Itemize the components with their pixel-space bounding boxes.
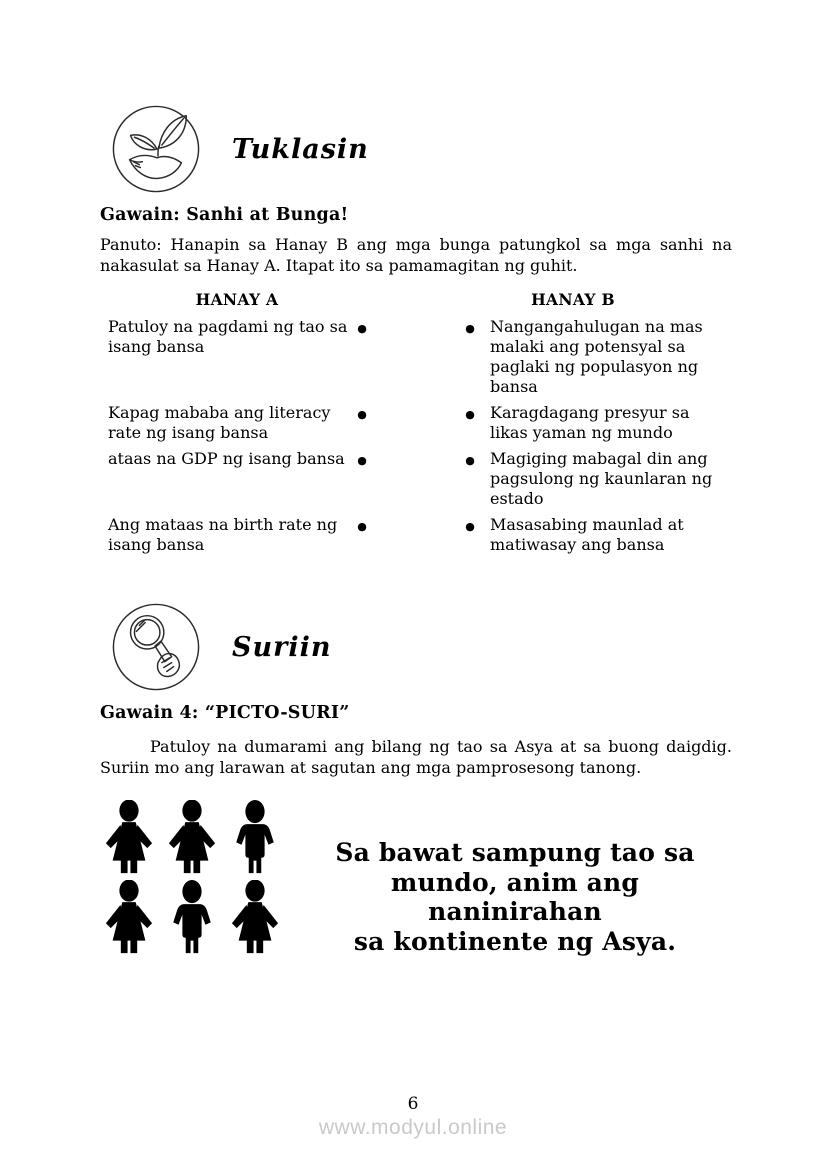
column-a-header: HANAY A xyxy=(195,290,279,309)
pictograph-caption xyxy=(305,838,725,956)
matching-row xyxy=(100,515,728,555)
intro-paragraph: Patuloy na dumarami ang bilang ng tao sa Asya at sa buong daigdig. Suriin mo ang larawan at sagutan ang mga pamprosesong tanong. xyxy=(100,737,732,777)
match-point-b[interactable]: ● xyxy=(465,322,475,335)
column-a-item: ataas na GDP ng isang bansa xyxy=(108,449,345,468)
girl-pictogram xyxy=(230,880,280,957)
caption-line: mundo, anim ang naninirahan xyxy=(390,867,640,926)
match-point-a[interactable]: ● xyxy=(357,408,367,421)
matching-table xyxy=(100,290,728,555)
girl-pictogram xyxy=(167,800,217,877)
match-point-b[interactable]: ● xyxy=(465,408,475,421)
column-b-item: Nangangahulugan na mas malaki ang potensyal sa paglaki ng populasyon ng bansa xyxy=(490,317,703,396)
suriin-section-header xyxy=(110,601,332,693)
magnifier-hand-icon xyxy=(110,601,202,693)
tuklasin-section-header xyxy=(110,103,369,195)
matching-row xyxy=(100,403,728,443)
column-b-item: Karagdagang presyur sa likas yaman ng mundo xyxy=(490,403,690,442)
match-point-a[interactable]: ● xyxy=(357,322,367,335)
activity-heading-picto-suri: Gawain 4: “PICTO-SURI” xyxy=(100,703,350,723)
column-a-item: Ang mataas na birth rate ng isang bansa xyxy=(108,515,338,554)
match-point-a[interactable]: ● xyxy=(357,454,367,467)
match-point-b[interactable]: ● xyxy=(465,454,475,467)
caption-line: Sa bawat sampung tao sa xyxy=(335,838,695,867)
section-title-suriin: Suriin xyxy=(232,631,332,663)
boy-pictogram xyxy=(167,880,217,957)
column-a-item: Patuloy na pagdami ng tao sa isang bansa xyxy=(108,317,348,356)
caption-line: sa kontinente ng Asya. xyxy=(353,926,677,956)
boy-pictogram xyxy=(230,800,280,877)
instructions-paragraph: Panuto: Hanapin sa Hanay B ang mga bunga patungkol sa mga sanhi na nakasulat sa Hanay A. Itapat ito sa pamamagitan ng guhit. xyxy=(100,235,732,275)
column-a-item: Kapag mababa ang literacy rate ng isang bansa xyxy=(108,403,331,442)
matching-table-header xyxy=(100,290,728,309)
section-title-tuklasin: Tuklasin xyxy=(232,133,369,165)
hand-sprout-icon xyxy=(110,103,202,195)
watermark-text: www.modyul.online xyxy=(318,1116,508,1139)
column-b-header: HANAY B xyxy=(531,290,615,309)
column-b-item: Magiging mabagal din ang pagsulong ng kaunlaran ng estado xyxy=(490,449,713,508)
girl-pictogram xyxy=(104,880,154,957)
activity-heading-sanhi-at-bunga: Gawain: Sanhi at Bunga! xyxy=(100,205,349,225)
pictograph-grid xyxy=(104,800,280,957)
column-b-item: Masasabing maunlad at matiwasay ang bansa xyxy=(490,515,684,554)
matching-row xyxy=(100,317,728,397)
match-point-a[interactable]: ● xyxy=(357,520,367,533)
page-number: 6 xyxy=(407,1094,419,1114)
match-point-b[interactable]: ● xyxy=(465,520,475,533)
matching-row xyxy=(100,449,728,509)
girl-pictogram xyxy=(104,800,154,877)
